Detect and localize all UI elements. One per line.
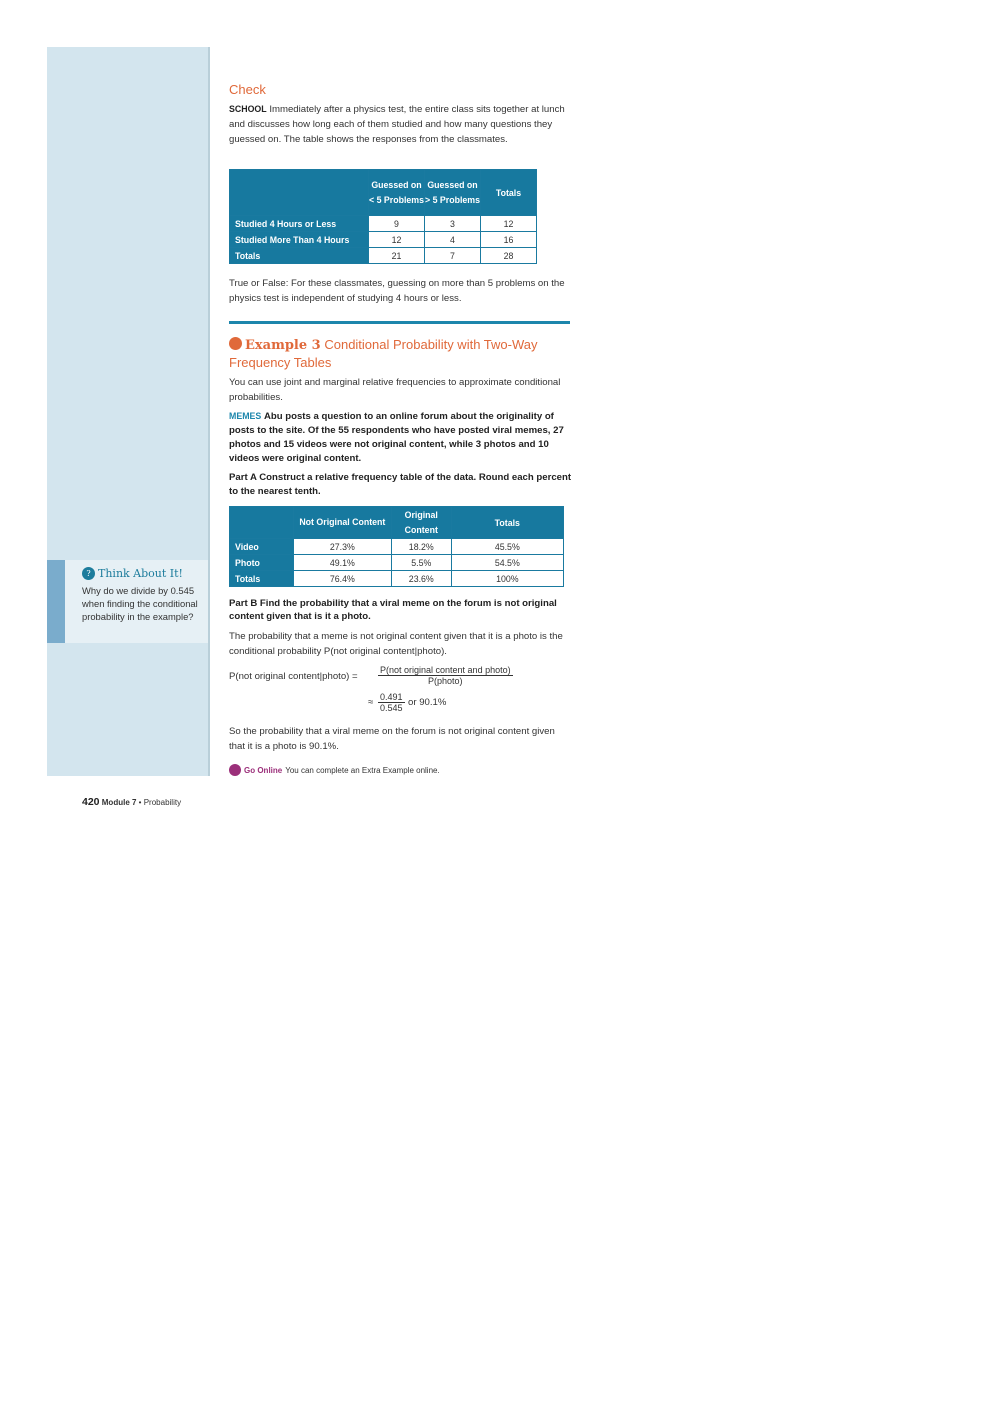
- check-heading: Check: [229, 82, 266, 97]
- example-heading: [229, 336, 589, 371]
- table-cell: 9: [369, 216, 425, 232]
- think-about-it-box: [47, 560, 208, 643]
- module-label: Module 7: [101, 798, 137, 807]
- col-header-2: Guessed on > 5 Problems: [425, 170, 481, 216]
- section-divider: [229, 321, 570, 324]
- sidebar-divider: [208, 47, 210, 776]
- check-text: Immediately after a physics test, the entire class sits together at lunch and discusses how long each of them studied and how many questions they guessed on. The table shows the responses from the classmates.: [229, 104, 565, 145]
- school-label: SCHOOL: [229, 104, 267, 114]
- table-row: [230, 539, 564, 555]
- table-cell: 18.2%: [391, 539, 451, 555]
- table-cell: 76.4%: [293, 571, 391, 587]
- check-paragraph: [229, 102, 574, 147]
- table-cell: 16: [481, 232, 537, 248]
- think-title-text: Think About It!: [98, 567, 183, 580]
- part-b-explanation: The probability that a meme is not original content given that it is a photo is the conditional probability P(not original content|photo).: [229, 631, 563, 657]
- formula-numerator: P(not original content and photo): [380, 665, 511, 675]
- check-table: [229, 169, 537, 264]
- table-cell: 3: [425, 216, 481, 232]
- go-online-link[interactable]: [229, 764, 440, 776]
- approx-numerator: 0.491: [380, 692, 403, 702]
- table-cell: 4: [425, 232, 481, 248]
- table-cell: 28: [481, 248, 537, 264]
- sidebar-panel: [47, 47, 208, 776]
- table-row: [230, 248, 537, 264]
- example-title: Conditional Probability with Two-Way Frequency Tables: [229, 337, 538, 370]
- table-cell: 100%: [451, 571, 563, 587]
- formula-lhs: P(not original content|photo) =: [229, 671, 358, 682]
- table-corner: [230, 170, 369, 216]
- col-header-3: Totals: [451, 507, 563, 539]
- approx-fraction: [378, 692, 405, 713]
- table-row: [230, 555, 564, 571]
- check-question[interactable]: True or False: For these classmates, guessing on more than 5 problems on the physics test is independent of studying 4 hours or less.: [229, 278, 565, 304]
- memes-label: MEMES: [229, 411, 262, 421]
- col-header-1: Guessed on < 5 Problems: [369, 170, 425, 216]
- row-label: Studied More Than 4 Hours: [230, 232, 369, 248]
- go-online-text: You can complete an Extra Example online.: [285, 765, 440, 775]
- cursor-icon: [229, 764, 241, 776]
- approx-denominator: 0.545: [380, 703, 403, 713]
- go-online-label[interactable]: Go Online: [244, 765, 283, 775]
- row-label: Video: [230, 539, 294, 555]
- formula-fraction: [378, 665, 513, 686]
- table-cell: 12: [369, 232, 425, 248]
- table-cell: 12: [481, 216, 537, 232]
- table-cell: 27.3%: [293, 539, 391, 555]
- table-corner: [230, 507, 294, 539]
- part-b: Part B Find the probability that a viral meme on the forum is not original content given that is it a photo.: [229, 598, 557, 622]
- example-intro: You can use joint and marginal relative frequencies to approximate conditional probabilities.: [229, 377, 561, 403]
- col-header-3: Totals: [481, 170, 537, 216]
- problem-text: Abu posts a question to an online forum about the originality of posts to the site. Of the 55 respondents who have posted viral memes, 27 photos and 15 videos were not original content, while 3 photos and 10 videos were original content.: [229, 411, 564, 464]
- row-label: Totals: [230, 248, 369, 264]
- think-about-it-text: Why do we divide by 0.545 when finding the conditional probability in the example?: [82, 585, 198, 622]
- row-label: Studied 4 Hours or Less: [230, 216, 369, 232]
- think-accent-bar: [47, 560, 65, 643]
- globe-icon: [229, 337, 242, 350]
- col-header-2: Original Content: [391, 507, 451, 539]
- table-cell: 45.5%: [451, 539, 563, 555]
- col-header-1: Not Original Content: [293, 507, 391, 539]
- relative-frequency-table: [229, 506, 564, 587]
- table-cell: 54.5%: [451, 555, 563, 571]
- think-about-it-title: [82, 567, 183, 580]
- approx-symbol: ≈: [368, 697, 374, 708]
- table-row: [230, 232, 537, 248]
- footer-bullet: •: [138, 798, 142, 807]
- row-label: Totals: [230, 571, 294, 587]
- table-row: [230, 216, 537, 232]
- table-cell: 21: [369, 248, 425, 264]
- page-footer: [82, 796, 181, 808]
- table-cell: 23.6%: [391, 571, 451, 587]
- problem-statement: [229, 409, 574, 466]
- subject-label: Probability: [143, 798, 182, 807]
- row-label: Photo: [230, 555, 294, 571]
- example-number: Example 3: [245, 338, 321, 353]
- conclusion: So the probability that a viral meme on the forum is not original content given that it is a photo is 90.1%.: [229, 726, 555, 752]
- formula-denominator: P(photo): [428, 676, 463, 686]
- table-cell: 5.5%: [391, 555, 451, 571]
- table-cell: 49.1%: [293, 555, 391, 571]
- table-cell: 7: [425, 248, 481, 264]
- approx-result: or 90.1%: [408, 697, 447, 708]
- table-row: [230, 571, 564, 587]
- part-a: Part A Construct a relative frequency table of the data. Round each percent to the nearest tenth.: [229, 472, 572, 497]
- head-icon: ?: [82, 567, 95, 580]
- page-number: 420: [82, 796, 100, 808]
